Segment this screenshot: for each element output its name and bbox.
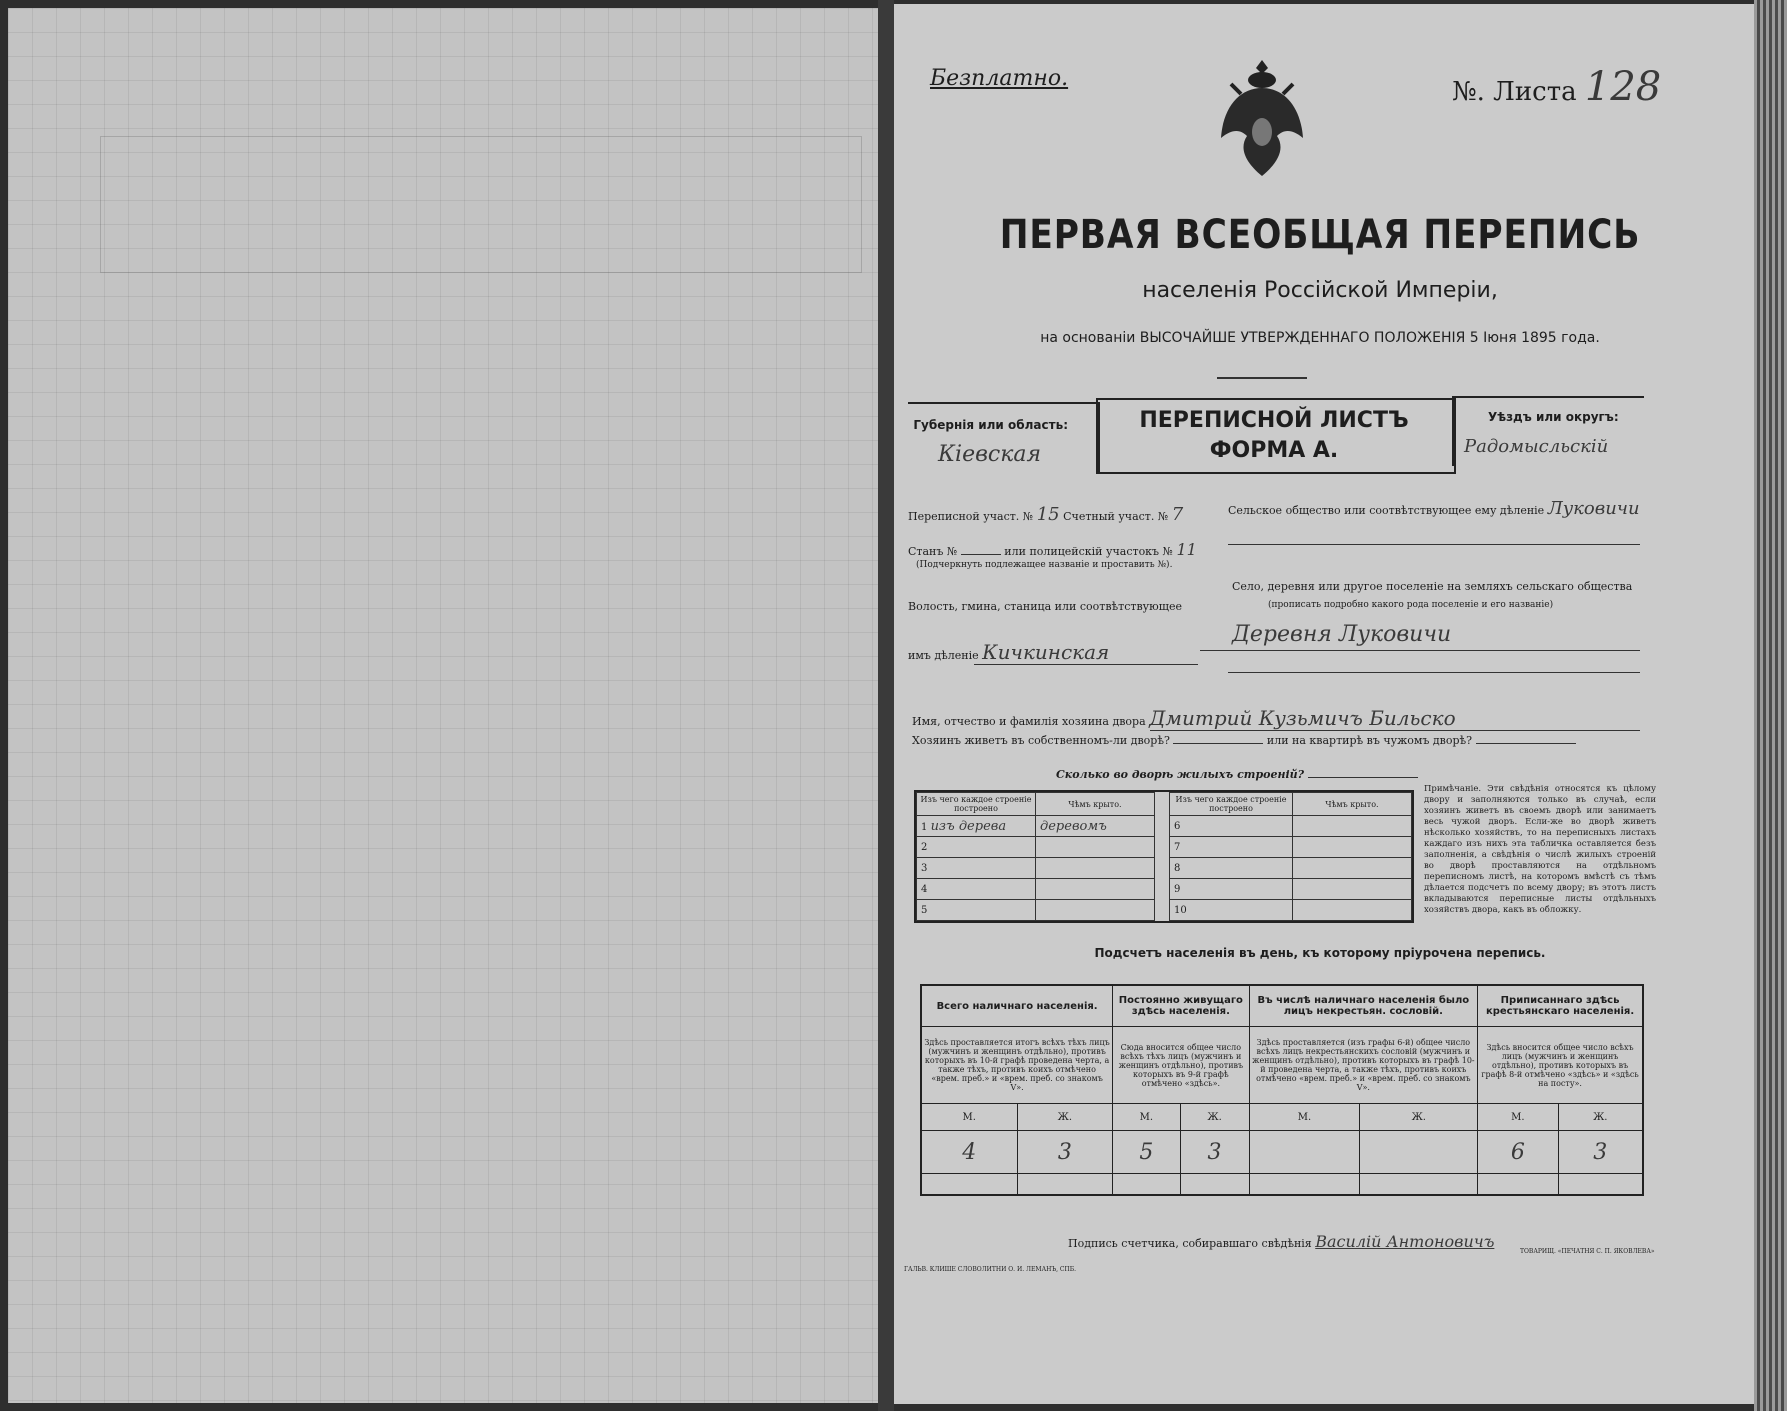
- volost-line: [974, 664, 1198, 665]
- gubernia-label: Губернія или область:: [913, 418, 1068, 432]
- census-title: ПЕРВАЯ ВСЕОБЩАЯ ПЕРЕПИСЬ: [999, 212, 1641, 258]
- pop-value: [1360, 1131, 1478, 1174]
- pop-col-head: Въ числѣ наличнаго населенія было лицъ некрестьян. сословій.: [1249, 985, 1478, 1027]
- village-line-2: [1228, 672, 1640, 673]
- society-line-2: [1228, 544, 1640, 545]
- volost-value: Кичкинская: [982, 640, 1110, 664]
- uchastok-row: Переписной участ. № 15 Счетный участ. № 7: [908, 504, 1184, 525]
- uezd-label: Уѣздъ или округъ:: [1488, 410, 1619, 424]
- buildings-table: Изъ чего каждое строеніе построено Чѣмъ крыто. 1 изъ дерева деревомъ 2 3 4 5 Изъ чего каждое строеніе построено Чѣмъ крыто. 6 7 8 9 10: [914, 790, 1414, 923]
- schetny-value: 7: [1171, 504, 1184, 525]
- building-row: 5: [917, 900, 1155, 921]
- pop-col-desc: Сюда вносится общее число всѣхъ тѣхъ лицъ (мужчинъ и женщинъ отдѣльно), противъ которыхъ въ 9-й графѣ отмѣчено «здѣсь».: [1113, 1027, 1249, 1104]
- sheet-number-value: 128: [1584, 64, 1662, 110]
- population-title: Подсчетъ населенія въ день, къ которому пріурочена перепись.: [1094, 946, 1546, 960]
- village-note: (прописать подробно какого рода поселеніе и его названіе): [1268, 600, 1554, 610]
- population-table: Всего наличнаго населенія. Постоянно живущаго здѣсь населенія. Въ числѣ наличнаго населенія было лицъ некрестьян. сословій. Приписаннаго здѣсь крестьянскаго населенія. Здѣсь проставляется итогъ всѣхъ тѣхъ лицъ (мужчинъ и женщинъ отдѣльно), противъ которыхъ въ 10-й графѣ проведена черта, а также тѣхъ, противъ коихъ отмѣчено «врем. преб.» и «врем. преб. со знакомъ V». Сюда вносится общее число всѣхъ тѣхъ лицъ (мужчинъ и женщинъ отдѣльно), противъ которыхъ въ 9-й графѣ отмѣчено «здѣсь». Здѣсь проставляется (изъ графы 6-й) общее число всѣхъ лицъ некрестьянскихъ сословій (мужчинъ и женщинъ отдѣльно), противъ которыхъ въ графѣ 10-й проведена черта, а также тѣхъ, противъ коихъ отмѣчено «врем. преб.» и «врем. преб. со знакомъ V». Здѣсь вносится общее число всѣхъ лицъ (мужчинъ и женщинъ отдѣльно), противъ которыхъ въ графѣ 8-й отмѣчено «здѣсь» и «здѣсь на посту». М. Ж. М. Ж. М. Ж. М. Ж. 4 3 5 3 6 3: [920, 984, 1644, 1196]
- bleed-through-table: [100, 136, 862, 273]
- gubernia-value: Кіевская: [938, 442, 1042, 467]
- building-row: 8: [1170, 858, 1412, 879]
- legal-basis: на основаніи ВЫСОЧАЙШЕ УТВЕРЖДЕННАГО ПОЛОЖЕНІЯ 5 Іюня 1895 года.: [1040, 330, 1600, 346]
- ornament-divider: [1217, 377, 1307, 379]
- printer-right: ТОВАРИЩ. «ПЕЧАТНЯ С. П. ЯКОВЛЕВА»: [1520, 1248, 1655, 1255]
- pop-col-desc: Здѣсь проставляется (изъ графы 6-й) общее число всѣхъ лицъ некрестьянскихъ сословій (мужчинъ и женщинъ отдѣльно), противъ которыхъ въ графѣ 10-й проведена черта, а также тѣхъ, противъ коихъ отмѣчено «врем. преб.» и «врем. преб. со знакомъ V».: [1249, 1027, 1478, 1104]
- pop-col-head: Приписаннаго здѣсь крестьянскаго населенія.: [1478, 985, 1643, 1027]
- pop-col-head: Постоянно живущаго здѣсь населенія.: [1113, 985, 1249, 1027]
- building-row: 10: [1170, 900, 1412, 921]
- signature-row: Подпись счетчика, собиравшаго свѣдѣнія Василій Антоновичъ: [1068, 1232, 1495, 1251]
- building-row: 3: [917, 858, 1155, 879]
- pop-value: 5: [1113, 1131, 1180, 1174]
- owner-line: [1150, 730, 1640, 731]
- gubernia-box: [908, 402, 1100, 472]
- building-row: 9: [1170, 879, 1412, 900]
- police-value: 11: [1176, 540, 1197, 559]
- pop-value: 3: [1558, 1131, 1643, 1174]
- building-row: 2: [917, 837, 1155, 858]
- owner-row: Имя, отчество и фамилія хозяина двора Дмитрий Кузьмичъ Бильско: [912, 706, 1456, 730]
- pop-value: 4: [921, 1131, 1017, 1174]
- building-row: 1 изъ дерева деревомъ: [917, 816, 1155, 837]
- census-subtitle: населенія Россійской Имперіи,: [1142, 278, 1498, 303]
- printer-left: ГАЛЬВ. КЛИШЕ СЛОВОЛИТНИ О. И. ЛЕМАНЪ, СПБ.: [904, 1266, 1077, 1273]
- pop-col-head: Всего наличнаго населенія.: [921, 985, 1113, 1027]
- building-row: 6: [1170, 816, 1412, 837]
- pop-value: 3: [1180, 1131, 1249, 1174]
- pop-value: 3: [1017, 1131, 1113, 1174]
- owner-value: Дмитрий Кузьмичъ Бильско: [1149, 706, 1456, 730]
- stan-note: (Подчеркнуть подлежащее названіе и проставить №).: [916, 560, 1173, 570]
- form-type: ФОРМА А.: [1209, 438, 1339, 463]
- volost-label: Волость, гмина, станица или соотвѣтствующее: [908, 600, 1182, 613]
- pop-col-desc: Здѣсь проставляется итогъ всѣхъ тѣхъ лицъ (мужчинъ и женщинъ отдѣльно), противъ которыхъ въ 10-й графѣ проведена черта, а также тѣхъ, противъ коихъ отмѣчено «врем. преб.» и «врем. преб. со знакомъ V».: [921, 1027, 1113, 1104]
- buildings-question: Сколько во дворѣ жилыхъ строеній?: [1056, 768, 1418, 781]
- village-value: Деревня Луковичи: [1232, 622, 1452, 647]
- village-label: Село, деревня или другое поселеніе на земляхъ сельскаго общества: [1232, 580, 1633, 593]
- pop-col-desc: Здѣсь вносится общее число всѣхъ лицъ (мужчинъ и женщинъ отдѣльно), противъ которыхъ въ графѣ 8-й отмѣчено «здѣсь» и «здѣсь на посту».: [1478, 1027, 1643, 1104]
- imperial-eagle-icon: [1219, 58, 1305, 188]
- volost-row: имъ дѣленіе Кичкинская: [908, 640, 1110, 664]
- society-row: Сельское общество или соотвѣтствующее ему дѣленіе Луковичи: [1228, 498, 1640, 519]
- page-edges: [1754, 0, 1787, 1411]
- pop-value: 6: [1478, 1131, 1558, 1174]
- book-spine: [878, 0, 894, 1411]
- uchastok-value: 15: [1036, 504, 1060, 525]
- village-line: [1200, 650, 1640, 651]
- uezd-box: [1452, 396, 1644, 466]
- form-title: ПЕРЕПИСНОЙ ЛИСТЪ: [1139, 408, 1409, 433]
- free-label: Безплатно.: [930, 66, 1069, 91]
- buildings-note: Примѣчаніе. Эти свѣдѣнія относятся къ цѣлому двору и заполняются только въ случаѣ, если хозяинъ живетъ въ своемъ дворѣ или занимаетъ весь чужой дворъ. Если-же во дворѣ живетъ нѣсколько хозяйствъ, то на переписныхъ листахъ каждаго изъ нихъ эта табличка оставляется безъ заполненія, а свѣдѣнія о числѣ жилыхъ строеній во дворѣ проставляются на отдѣльномъ переписномъ листѣ, на которомъ вмѣстѣ съ тѣмъ дѣлается подсчетъ по всему двору; въ этотъ листъ вкладываются переписные листы отдѣльныхъ хозяйствъ двора, какъ въ обложку.: [1424, 784, 1656, 915]
- sheet-number: №. Листа 128: [1452, 64, 1662, 110]
- pop-value: [1249, 1131, 1360, 1174]
- signature-value: Василій Антоновичъ: [1315, 1232, 1495, 1251]
- uezd-value: Радомысльскій: [1464, 436, 1609, 457]
- building-row: 7: [1170, 837, 1412, 858]
- building-row: 4: [917, 879, 1155, 900]
- stan-row: Станъ № или полицейскій участокъ № 11: [908, 540, 1197, 559]
- society-value: Луковичи: [1547, 498, 1640, 519]
- residence-row: Хозяинъ живетъ въ собственномъ-ли дворѣ? или на квартирѣ въ чужомъ дворѣ?: [912, 734, 1576, 747]
